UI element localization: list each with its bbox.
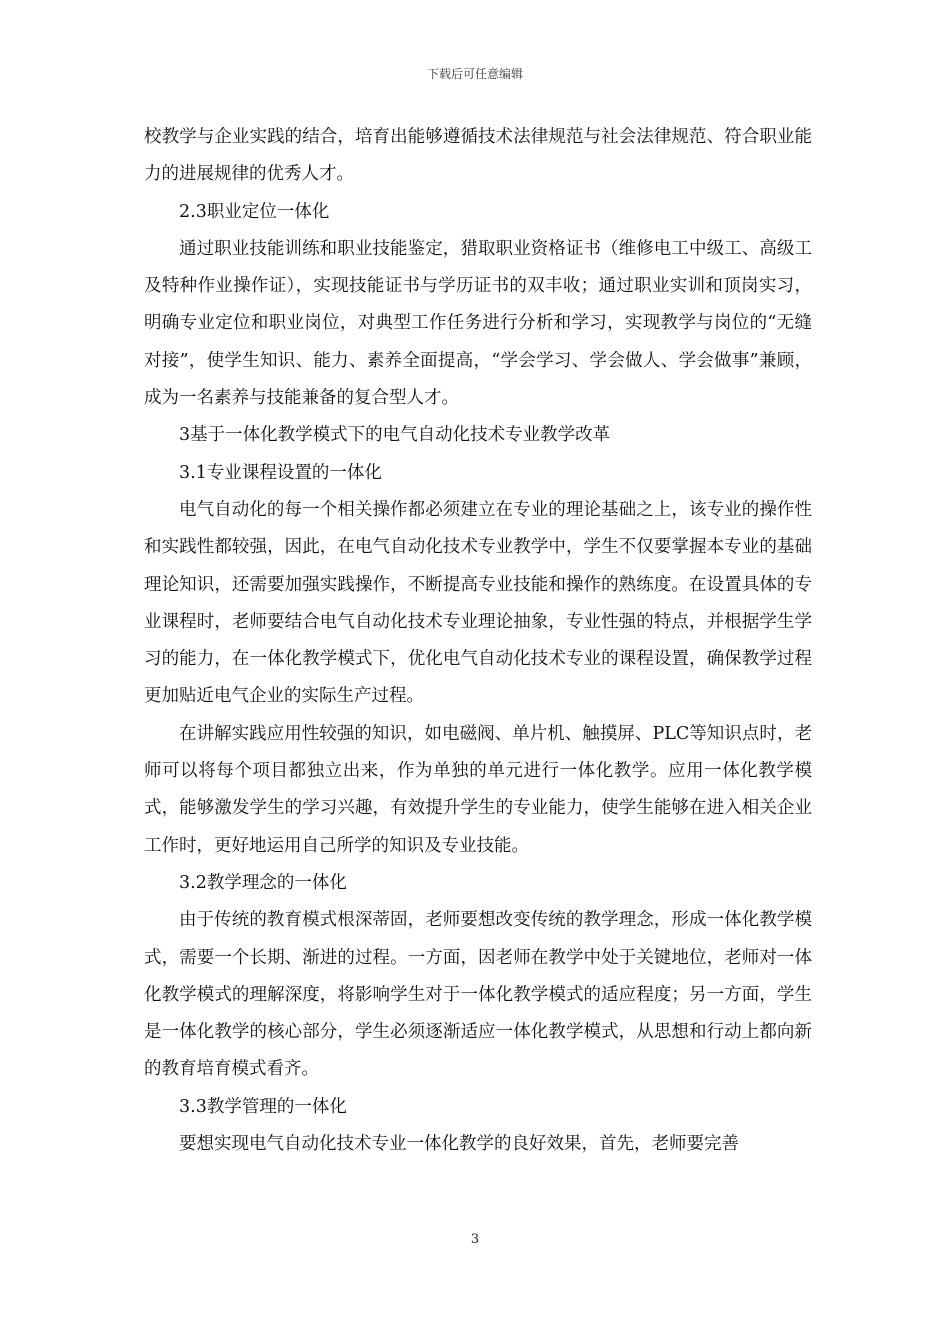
section-heading-3-3: 3.3教学管理的一体化 — [179, 1096, 347, 1117]
paragraph-teaching-management: 要想实现电气自动化技术专业一体化教学的良好效果，首先，老师要完善 — [179, 1134, 739, 1155]
section-heading-3-2: 3.2教学理念的一体化 — [179, 872, 347, 893]
page-number: 3 — [470, 1232, 480, 1247]
section-heading-3-1: 3.1专业课程设置的一体化 — [179, 462, 382, 483]
paragraph-practice-knowledge: 在讲解实践应用性较强的知识，如电磁阀、单片机、触摸屏、PLC等知识点时，老师可以将每个项目都独立出来，作为单独的单元进行一体化教学。应用一体化教学模式，能够激发学生的学习兴趣，有效提升学生的专业能力，使学生能够在进入相关企业工作时，更好地运用自己所学的知识及专业技能。 — [144, 723, 812, 856]
paragraph-curriculum: 电气自动化的每一个相关操作都必须建立在专业的理论基础之上，该专业的操作性和实践性都较强，因此，在电气自动化技术专业教学中，学生不仅要掌握本专业的基础理论知识，还需要加强实践操作，不断提高专业技能和操作的熟练度。在设置具体的专业课程时，老师要结合电气自动化技术专业理论抽象，专业性强的特点，并根据学生学习的能力，在一体化教学模式下，优化电气自动化技术专业的课程设置，确保教学过程更加贴近电气企业的实际生产过程。 — [144, 499, 812, 707]
paragraph-teaching-philosophy: 由于传统的教育模式根深蒂固，老师要想改变传统的教学理念，形成一体化教学模式，需要一个长期、渐进的过程。一方面，因老师在教学中处于关键地位，老师对一体化教学模式的理解深度，将影响学生对于一体化教学模式的适应程度；另一方面，学生是一体化教学的核心部分，学生必须逐渐适应一体化教学模式，从思想和行动上都向新的教育培育模式看齐。 — [144, 910, 812, 1080]
document-body — [144, 119, 812, 1163]
section-heading-3: 3基于一体化教学模式下的电气自动化技术专业教学改革 — [179, 425, 611, 446]
paragraph-career-positioning: 通过职业技能训练和职业技能鉴定，猎取职业资格证书（维修电工中级工、高级工及特种作业操作证），实现技能证书与学历证书的双丰收；通过职业实训和顶岗实习，明确专业定位和职业岗位，对典型工作任务进行分析和学习，实现教学与岗位的“无缝对接”，使学生知识、能力、素养全面提高，“学会学习、学会做人、学会做事”兼顾，成为一名素养与技能兼备的复合型人才。 — [144, 238, 812, 409]
page-header: 下载后可任意编辑 — [426, 67, 523, 81]
paragraph-continuation: 校教学与企业实践的结合，培育出能够遵循技术法律规范与社会法律规范、符合职业能力的进展规律的优秀人才。 — [144, 127, 812, 185]
section-heading-2-3: 2.3职业定位一体化 — [179, 201, 330, 222]
